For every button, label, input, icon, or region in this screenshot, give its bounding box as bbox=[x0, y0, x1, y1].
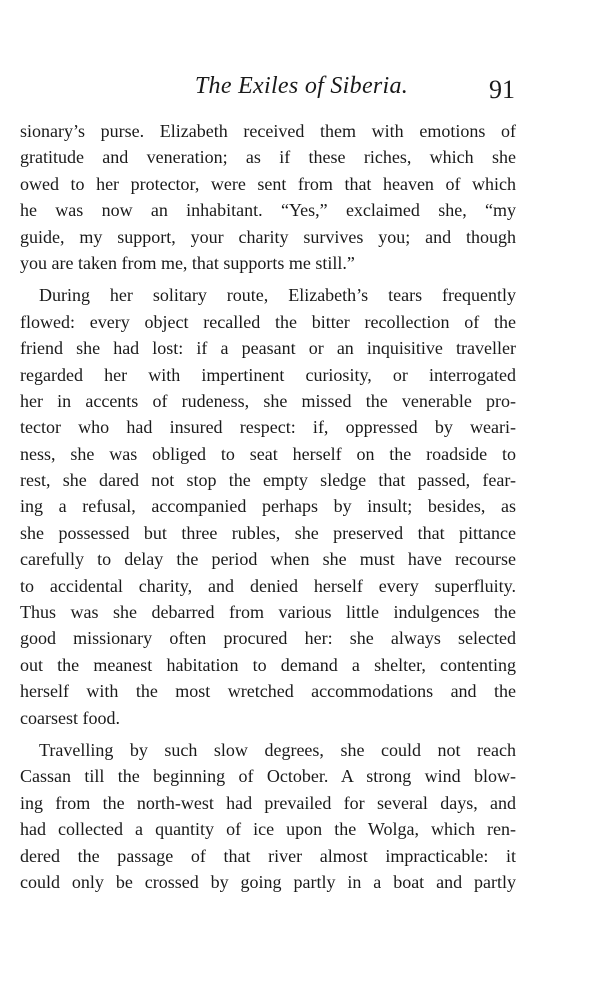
text-line: he was now an inhabitant. “Yes,” exclaimed she, “my bbox=[20, 200, 516, 221]
text-line: out the meanest habitation to demand a shelter, contenting bbox=[20, 654, 516, 675]
text-line: to accidental charity, and denied herself every superfluity. bbox=[20, 575, 516, 596]
paragraph bbox=[20, 737, 516, 895]
text-line: gratitude and veneration; as if these riches, which she bbox=[20, 147, 516, 168]
text-line: ing from the north-west had prevailed for several days, and bbox=[20, 792, 516, 813]
text-line: friend she had lost: if a peasant or an inquisitive traveller bbox=[20, 338, 516, 359]
text-line: tector who had insured respect: if, oppressed by weari- bbox=[20, 417, 516, 438]
text-line: sionary’s purse. Elizabeth received them with emotions of bbox=[20, 121, 516, 141]
text-line: good missionary often procured her: she always selected bbox=[20, 628, 516, 649]
text-line: During her solitary route, Elizabeth’s tears frequently bbox=[39, 285, 516, 306]
text-line: Thus was she debarred from various little indulgences the bbox=[20, 602, 516, 623]
text-line: owed to her protector, were sent from that heaven of which bbox=[20, 173, 516, 194]
text-line: Cassan till the beginning of October. A strong wind blow- bbox=[20, 766, 516, 787]
text-line: she possessed but three rubles, she preserved that pittance bbox=[20, 522, 516, 543]
text-line: regarded her with impertinent curiosity, or interrogated bbox=[20, 364, 516, 385]
text-line: herself with the most wretched accommodations and the bbox=[20, 681, 516, 702]
text-line: you are taken from me, that supports me still.” bbox=[20, 252, 355, 273]
text-line: had collected a quantity of ice upon the Wolga, which ren- bbox=[20, 819, 516, 840]
text-line: ness, she was obliged to seat herself on the roadside to bbox=[20, 443, 516, 464]
text-line: flowed: every object recalled the bitter recollection of the bbox=[20, 311, 516, 332]
page-number: 91 bbox=[489, 75, 515, 104]
text-line: coarsest food. bbox=[20, 707, 120, 728]
text-line: dered the passage of that river almost impracticable: it bbox=[20, 845, 516, 866]
text-line: could only be crossed by going partly in a boat and partly bbox=[20, 871, 516, 892]
text-line: ing a refusal, accompanied perhaps by insult; besides, as bbox=[20, 496, 516, 517]
text-line: Travelling by such slow degrees, she could not reach bbox=[39, 739, 516, 760]
paragraph bbox=[20, 282, 516, 731]
paragraph bbox=[20, 118, 516, 276]
text-line: her in accents of rudeness, she missed the venerable pro- bbox=[20, 390, 516, 411]
text-line: rest, she dared not stop the empty sledge that passed, fear- bbox=[20, 470, 516, 491]
running-head bbox=[0, 73, 589, 109]
text-line: carefully to delay the period when she must have recourse bbox=[20, 549, 516, 570]
text-line: guide, my support, your charity survives you; and though bbox=[20, 226, 516, 247]
running-title: The Exiles of Siberia. bbox=[194, 73, 409, 99]
body-text bbox=[20, 118, 516, 895]
